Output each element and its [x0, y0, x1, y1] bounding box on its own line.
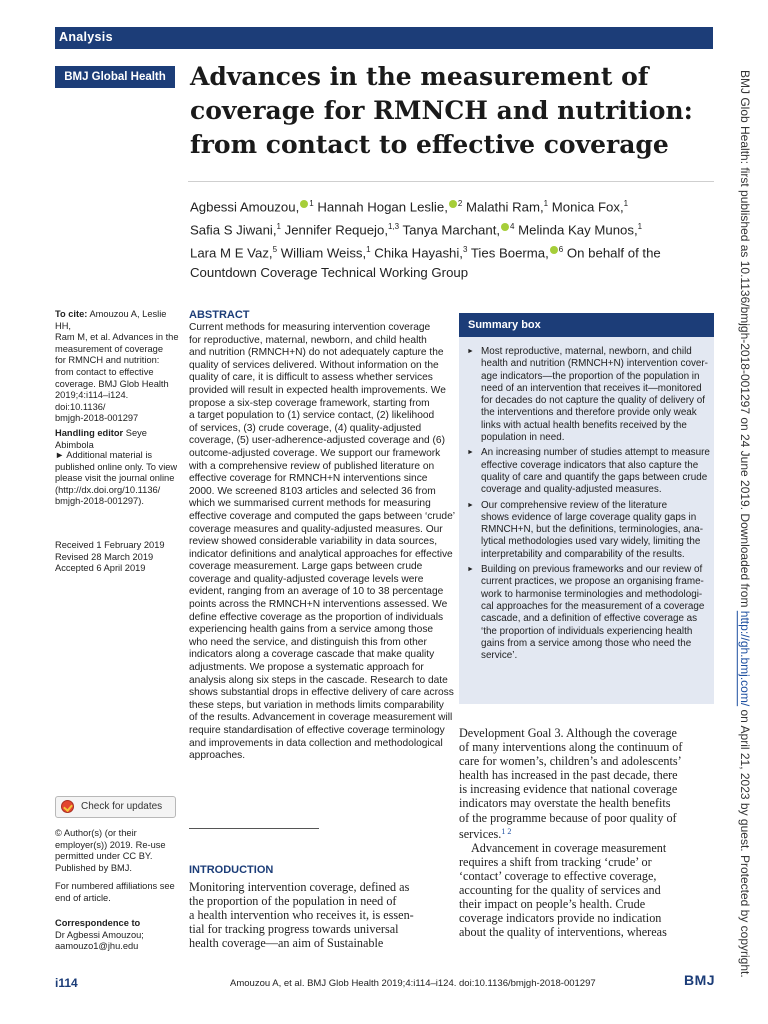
footer-citation: Amouzou A, et al. BMJ Glob Health 2019;4:i114–i124. doi:10.1136/bmjgh-2018-001297	[230, 978, 596, 989]
author-name[interactable]: Tanya Marchant,	[399, 222, 501, 238]
author-name[interactable]: William Weiss,	[277, 245, 367, 261]
summary-line: shows evidence of large coverage quality gaps in	[481, 511, 697, 523]
doi-link[interactable]: (http://dx.doi.org/10.1136/	[55, 484, 161, 495]
affiliations-line: For numbered affiliations see	[55, 881, 175, 891]
author-line: Countdown Coverage Technical Working Group	[190, 264, 469, 280]
abstract-line: which we summarised current methods for measuring	[189, 498, 431, 510]
summary-line: service’.	[481, 650, 518, 662]
affiliation-ref: 3	[462, 244, 468, 254]
author-name[interactable]: Jennifer Requejo,	[280, 222, 388, 238]
intro-line: tial for tracking progress towards universal	[189, 922, 399, 937]
abstract-line: coverage measurement. Large gaps between crude	[189, 561, 423, 573]
affiliations-note	[55, 881, 179, 904]
author-name[interactable]: Chika Hayashi,	[370, 245, 463, 261]
summary-line: age indicators—the proportion of the population in	[481, 370, 700, 382]
abstract-line: these steps, but variation in methods limits comparability	[189, 699, 444, 711]
affiliation-ref: 1	[309, 199, 314, 208]
summary-line: cascade, and a definition of effective coverage as	[481, 613, 698, 625]
notice-text: on April 21, 2023 by guest. Protected by copyright.	[738, 706, 752, 978]
author-name[interactable]: Lara M E Vaz,	[190, 245, 273, 261]
editor-label: Handling editor	[55, 428, 124, 438]
summary-line: ► Our comprehensive review of the literature	[481, 499, 668, 511]
abstract-line: define effective coverage as the proportion of individuals	[189, 611, 444, 623]
summary-line: for decades do not capture the quality of delivery of	[481, 395, 705, 407]
cite-line: from contact to effective	[55, 366, 154, 377]
body-line: care for women’s, children’s and adolescents’	[459, 754, 682, 769]
affiliation-ref: 1	[366, 244, 371, 254]
copyright-note	[55, 828, 179, 874]
notice-text: BMJ Glob Health: first published as 10.1136/bmjgh-2018-001297 on 24 June 2019. Downloaded from	[738, 70, 752, 611]
date-received: Received 1 February 2019	[55, 540, 165, 550]
cite-line: measurement of coverage	[55, 343, 164, 354]
bmj-logo: BMJ	[684, 972, 716, 988]
abstract-line: coverage and quality-adjusted coverage levels were	[189, 573, 424, 585]
abstract-line: experiencing health gains from a service among those	[189, 624, 434, 636]
abstract-line: adjustments. We propose a systematic approach for	[189, 662, 424, 674]
body-line: of the programme because of poor quality of	[459, 810, 677, 825]
abstract-line: for reproductive, maternal, newborn, and child health	[189, 334, 427, 346]
abstract-line: quality of care, it is difficult to assess whether services	[189, 372, 433, 384]
introduction-heading: INTRODUCTION	[189, 864, 274, 876]
abstract-line: indicator definitions and analytical approaches for effective	[189, 548, 453, 560]
summary-line: links with actual health benefits received by the	[481, 419, 687, 431]
body-line: is increasing evidence that national coverage	[459, 782, 678, 797]
summary-line: coverage and quality-adjusted measures.	[481, 484, 662, 496]
summary-item	[467, 447, 710, 496]
journal-link[interactable]: http://gh.bmj.com/	[738, 610, 752, 707]
cite-block	[55, 309, 179, 425]
summary-heading: Summary box	[459, 313, 714, 337]
abstract-line: require standardisation of effective coverage terminology	[189, 725, 445, 736]
download-notice	[738, 70, 752, 978]
abstract-line: Current methods for measuring intervention coverage	[189, 322, 431, 333]
cite-line: Ram M, et al. Advances in the	[55, 332, 179, 343]
affiliation-ref: 1	[276, 221, 281, 231]
summary-items	[467, 346, 710, 665]
intro-line: health coverage—an aim of Sustainable	[189, 936, 384, 951]
abstract-line: of services, (3) crude coverage, (4) quality-adjusted	[189, 422, 422, 434]
abstract-line: a target population to (1) service contact, (2) likelihood	[189, 410, 435, 422]
editor-name: Seye Abimbola	[55, 428, 147, 450]
copyright-line: permitted under CC BY.	[55, 851, 153, 862]
body-line: services.	[459, 826, 502, 841]
abstract-heading: ABSTRACT	[189, 309, 250, 321]
author-list	[190, 194, 710, 282]
copyright-line: employer(s)) 2019. Re-use	[55, 839, 166, 850]
body-line: accounting for the quality of services and	[459, 883, 661, 898]
group-credit: On behalf of the	[563, 245, 661, 261]
abstract-line: quality of services delivered. Without information on the	[189, 359, 439, 371]
abstract-line: effective coverage and computed the gaps between ‘crude’	[189, 510, 455, 522]
summary-line: cal approaches for the measurement of a coverage	[481, 600, 705, 612]
orcid-icon[interactable]	[501, 223, 509, 231]
abstract-line: effective coverage for RMNCH+N interventions since	[189, 473, 428, 485]
summary-item	[467, 346, 707, 444]
author-name[interactable]: Hannah Hogan Leslie,	[313, 199, 448, 215]
handling-editor	[55, 428, 179, 451]
author-name[interactable]: Ties Boerma,	[467, 245, 549, 261]
abstract-line: shows substantial drops in effective delivery of care across	[189, 687, 454, 699]
summary-line: RMNCH+N, but the definitions, terminologies, ana-	[481, 524, 704, 536]
check-updates-label: Check for updates	[81, 801, 163, 812]
abstract-line: outcome-adjusted coverage. We support our framework	[189, 447, 441, 459]
abstract-line: and nutrition (RMNCH+N) do not adequately capture the	[189, 347, 444, 359]
date-accepted: Accepted 6 April 2019	[55, 563, 146, 574]
abstract-line: with a comprehensive review of published literature on	[189, 460, 435, 472]
abstract-line: and improvements in data collection and methodological	[189, 737, 443, 749]
orcid-icon[interactable]	[300, 200, 308, 208]
abstract-body	[189, 322, 455, 763]
author-name[interactable]: Melinda Kay Munos,	[514, 222, 638, 238]
copyright-line: Published by BMJ.	[55, 862, 132, 873]
title-divider	[188, 181, 714, 182]
summary-line: current practices, we propose an organising frame-	[481, 576, 704, 588]
author-name[interactable]: Safia S Jiwani,	[190, 222, 277, 238]
summary-item	[467, 500, 707, 561]
summary-line: effective coverage indicators that also capture the	[481, 459, 699, 471]
cite-line: bmjgh-2018-001297	[55, 413, 139, 424]
additional-line: published online only. To view	[55, 461, 178, 472]
abstract-line: provided will result in expected health improvements. We	[189, 384, 446, 396]
summary-line: the interventions and therefore provide only weak	[481, 407, 697, 419]
abstract-line: coverage, (5) user-adherence-adjusted coverage and (6)	[189, 435, 445, 447]
abstract-line: of the results. Advancement in coverage measurement will	[189, 712, 453, 724]
author-name[interactable]: Malathi Ram,	[462, 199, 544, 215]
intro-line: a health intervention who receives it, is essen-	[189, 908, 414, 923]
abstract-line: 2000. We screened 8103 articles and selected 36 from	[189, 485, 436, 497]
summary-line: ► Most reproductive, maternal, newborn, and child	[481, 346, 692, 357]
summary-line: need of an intervention that receives it—monitored	[481, 382, 702, 394]
body-line: requires a shift from tracking ‘crude’ or	[459, 854, 652, 869]
summary-line: ► Building on previous frameworks and our review of	[481, 564, 703, 576]
affiliation-ref: 1	[543, 199, 549, 208]
body-line: health has increased in the past decade, there	[459, 768, 678, 783]
summary-line: health and nutrition (RMNCH+N) intervention cover-	[481, 358, 708, 370]
correspondence-label: Correspondence to	[55, 918, 141, 928]
article-title	[190, 60, 710, 162]
additional-line: bmjgh-2018-001297).	[55, 496, 144, 507]
date-revised: Revised 28 March 2019	[55, 551, 154, 562]
affiliation-ref: 4	[510, 221, 515, 231]
summary-line: population in need.	[481, 432, 565, 444]
body-line: ‘contact’ coverage to effective coverage,	[459, 868, 657, 883]
introduction-body	[189, 880, 445, 950]
body-line: about the quality of interventions, whereas	[459, 925, 667, 940]
summary-line: ► An increasing number of studies attempt to measure	[481, 447, 710, 459]
citation-ref[interactable]: 1 2	[501, 826, 512, 836]
body-line: of many interventions along the continuum of	[459, 740, 683, 755]
abstract-line: review showed considerable variability in data sources,	[189, 536, 438, 548]
author-name[interactable]: Monica Fox,	[548, 199, 624, 215]
orcid-icon[interactable]	[449, 200, 457, 208]
additional-line: please visit the journal online	[55, 473, 175, 484]
body-line: Development Goal 3. Although the coverage	[459, 726, 677, 740]
title-line: coverage for RMNCH and nutrition:	[190, 96, 693, 125]
summary-line: interpretability and comparability of the results.	[481, 548, 685, 560]
affiliation-ref: 1	[637, 221, 643, 231]
author-name[interactable]: Agbessi Amouzou,	[190, 199, 300, 215]
author-line	[190, 194, 710, 217]
right-column-body	[459, 726, 715, 939]
affiliation-ref: 1	[623, 199, 629, 208]
body-line: Advancement in coverage measurement	[471, 840, 667, 855]
summary-box	[459, 313, 714, 704]
summary-line: work to harmonise terminologies and methodologi-	[481, 588, 703, 600]
summary-line: gains from a service among those who need the	[481, 637, 692, 649]
abstract-line: points across the RMNCH+N interventions assessed. We	[189, 599, 448, 611]
article-dates	[55, 540, 179, 575]
summary-line: lytical methodologies used vary widely, limiting the	[481, 536, 701, 548]
abstract-line: propose a six-step coverage framework, starting from	[189, 397, 430, 409]
cite-line: for RMNCH and nutrition:	[55, 355, 160, 366]
summary-line: ‘the proportion of individuals experiencing health	[481, 625, 693, 637]
section-bar	[55, 27, 713, 49]
body-line: their impact on people’s health. Crude	[459, 897, 646, 912]
author-line	[190, 240, 710, 263]
affiliation-ref: 6	[558, 244, 564, 254]
body-line: coverage indicators provide no indication	[459, 911, 662, 926]
abstract-line: analysis along six steps in the cascade. Research to date	[189, 674, 448, 686]
abstract-line: coverage measures and quality-adjusted measures. Our	[189, 523, 443, 535]
journal-badge[interactable]: BMJ Global Health	[55, 66, 175, 88]
title-line: Advances in the measurement of	[190, 62, 649, 91]
additional-material	[55, 450, 179, 508]
affiliation-ref: 2	[457, 199, 463, 208]
abstract-line: evident, ranging from an average of 10 to 38 percentage	[189, 586, 444, 598]
abstract-line: who need the service, and distinguish this from other	[189, 636, 427, 648]
correspondence	[55, 918, 179, 953]
cite-line: 2019;4:i114–i124. doi:10.1136/	[55, 390, 129, 412]
correspondence-name: Dr Agbessi Amouzou;	[55, 929, 144, 940]
copyright-line: © Author(s) (or their	[55, 828, 137, 838]
affiliation-ref: 5	[272, 244, 278, 254]
section-label: Analysis	[59, 30, 113, 44]
affiliation-ref: 1,3	[388, 221, 400, 231]
correspondence-email[interactable]: aamouzo1@jhu.edu	[55, 941, 139, 952]
body-line: indicators may overstate the health benefits	[459, 796, 671, 811]
affiliations-line: end of article.	[55, 892, 111, 903]
cite-line: Amouzou A, Leslie HH,	[55, 309, 167, 331]
abstract-line: indicators along a coverage cascade that make quality	[189, 649, 435, 661]
intro-line: the proportion of the population in need of	[189, 894, 397, 909]
cite-line: coverage. BMJ Glob Health	[55, 378, 169, 389]
additional-line: ► Additional material is	[55, 450, 153, 460]
author-line	[190, 217, 710, 240]
intro-line: Monitoring intervention coverage, defined as	[189, 880, 410, 894]
crossmark-icon	[61, 800, 74, 813]
check-updates-button[interactable]	[55, 796, 176, 818]
page-number: i114	[55, 976, 78, 990]
cite-label: To cite:	[55, 309, 88, 319]
abstract-line: approaches.	[189, 750, 246, 762]
title-line: from contact to effective coverage	[190, 130, 669, 159]
summary-item	[467, 564, 707, 662]
abstract-divider	[189, 828, 319, 829]
summary-line: quality of care and quantify the gaps between crude	[481, 471, 708, 483]
orcid-icon[interactable]	[550, 246, 558, 254]
